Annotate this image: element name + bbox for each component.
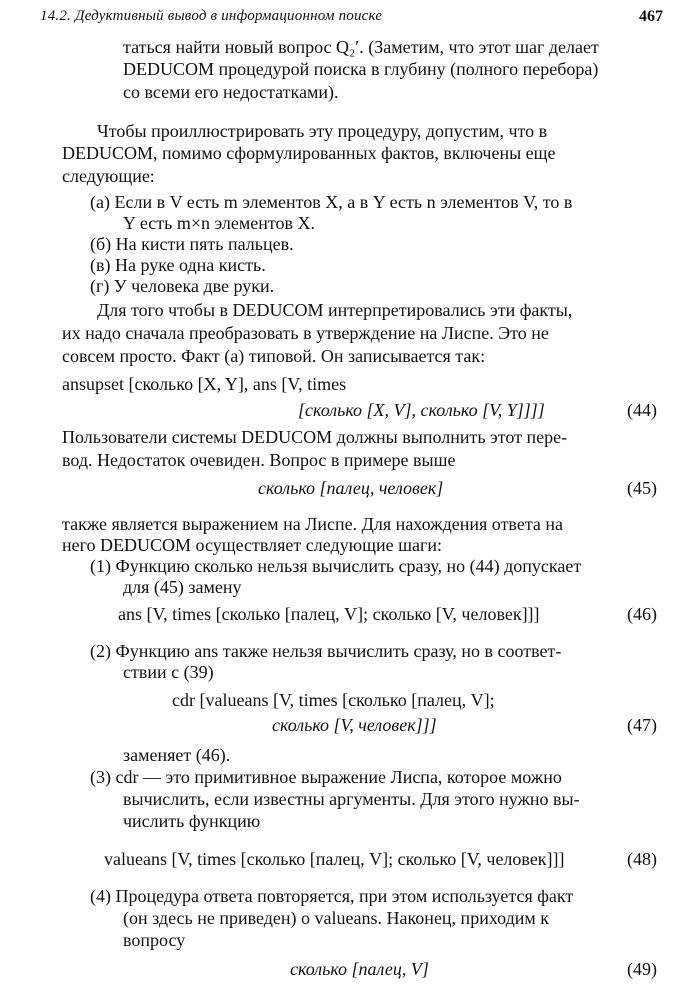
- text-line: со всеми его недостатками).: [123, 82, 339, 102]
- text-line: таться найти новый вопрос Q₂′. (Заметим, что этот шаг делает: [123, 37, 599, 57]
- text-line: DEDUCOM, помимо сформулированных фактов, включены еще: [62, 143, 556, 163]
- step-1: (1) Функцию сколько нельзя вычислить сразу, но (44) допускает: [90, 556, 582, 576]
- text-line: следующие:: [62, 166, 155, 186]
- step-3-cont: числить функцию: [123, 811, 261, 831]
- text-line: Пользователи системы DEDUCOM должны выполнить этот пере-: [62, 427, 568, 447]
- formula-49: сколько [палец, V]: [290, 959, 429, 979]
- formula-44-line1: ansupset [сколько [X, Y], ans [V, times: [62, 374, 347, 394]
- fact-item-c: (в) На руке одна кисть.: [90, 255, 266, 275]
- equation-number-49: (49): [627, 959, 657, 979]
- text-line: их надо сначала преобразовать в утверждение на Лиспе. Это не: [62, 323, 549, 343]
- text-line: Для того чтобы в DEDUCOM интерпретировались эти факты,: [97, 300, 573, 320]
- formula-47-line1: cdr [valueans [V, times [сколько [палец, V];: [172, 690, 495, 710]
- running-header: [40, 8, 663, 32]
- step-2-cont: ствии с (39): [123, 662, 214, 682]
- fact-item-a-cont: Y есть m×n элементов X.: [123, 213, 315, 233]
- equation-number-48: (48): [627, 849, 657, 869]
- text-line: совсем просто. Факт (а) типовой. Он записывается так:: [62, 346, 486, 366]
- step-3-cont: вычислить, если известны аргументы. Для этого нужно вы-: [123, 789, 580, 809]
- step-4-cont: вопросу: [123, 930, 186, 950]
- equation-number-46: (46): [627, 604, 657, 624]
- fact-item-d: (г) У человека две руки.: [90, 276, 275, 296]
- text-line: него DEDUCOM осуществляет следующие шаги:: [62, 535, 442, 555]
- header-title: 14.2. Дедуктивный вывод в информационном поиске: [40, 8, 383, 24]
- formula-44-line2: [сколько [X, V], сколько [V, Y]]]]: [298, 400, 545, 420]
- step-4: (4) Процедура ответа повторяется, при этом используется факт: [90, 886, 574, 906]
- text-line: DEDUCOM процедурой поиска в глубину (полного перебора): [123, 59, 599, 79]
- step-1-cont: для (45) замену: [123, 577, 242, 597]
- formula-46: ans [V, times [сколько [палец, V]; сколько [V, человек]]]: [118, 604, 540, 624]
- fact-item-b: (б) На кисти пять пальцев.: [90, 234, 294, 254]
- page-number: 467: [639, 8, 663, 25]
- step-4-cont: (он здесь не приведен) о valueans. Наконец, приходим к: [123, 908, 550, 928]
- equation-number-44: (44): [627, 400, 657, 420]
- formula-45: сколько [палец, человек]: [258, 478, 444, 498]
- equation-number-47: (47): [627, 715, 657, 735]
- text-line: вод. Недостаток очевиден. Вопрос в примере выше: [62, 450, 456, 470]
- step-2-tail: заменяет (46).: [123, 745, 231, 765]
- text-line: Чтобы проиллюстрировать эту процедуру, допустим, что в: [97, 121, 548, 141]
- step-3: (3) cdr — это примитивное выражение Лиспа, которое можно: [90, 767, 562, 787]
- step-2: (2) Функцию ans также нельзя вычислить сразу, но в соответ-: [90, 641, 562, 661]
- fact-item-a: (а) Если в V есть m элементов X, а в Y есть n элементов V, то в: [90, 192, 573, 212]
- formula-48: valueans [V, times [сколько [палец, V]; сколько [V, человек]]]: [104, 849, 565, 869]
- formula-47-line2: сколько [V, человек]]]: [272, 715, 437, 735]
- equation-number-45: (45): [627, 478, 657, 498]
- text-line: также является выражением на Лиспе. Для нахождения ответа на: [62, 514, 564, 534]
